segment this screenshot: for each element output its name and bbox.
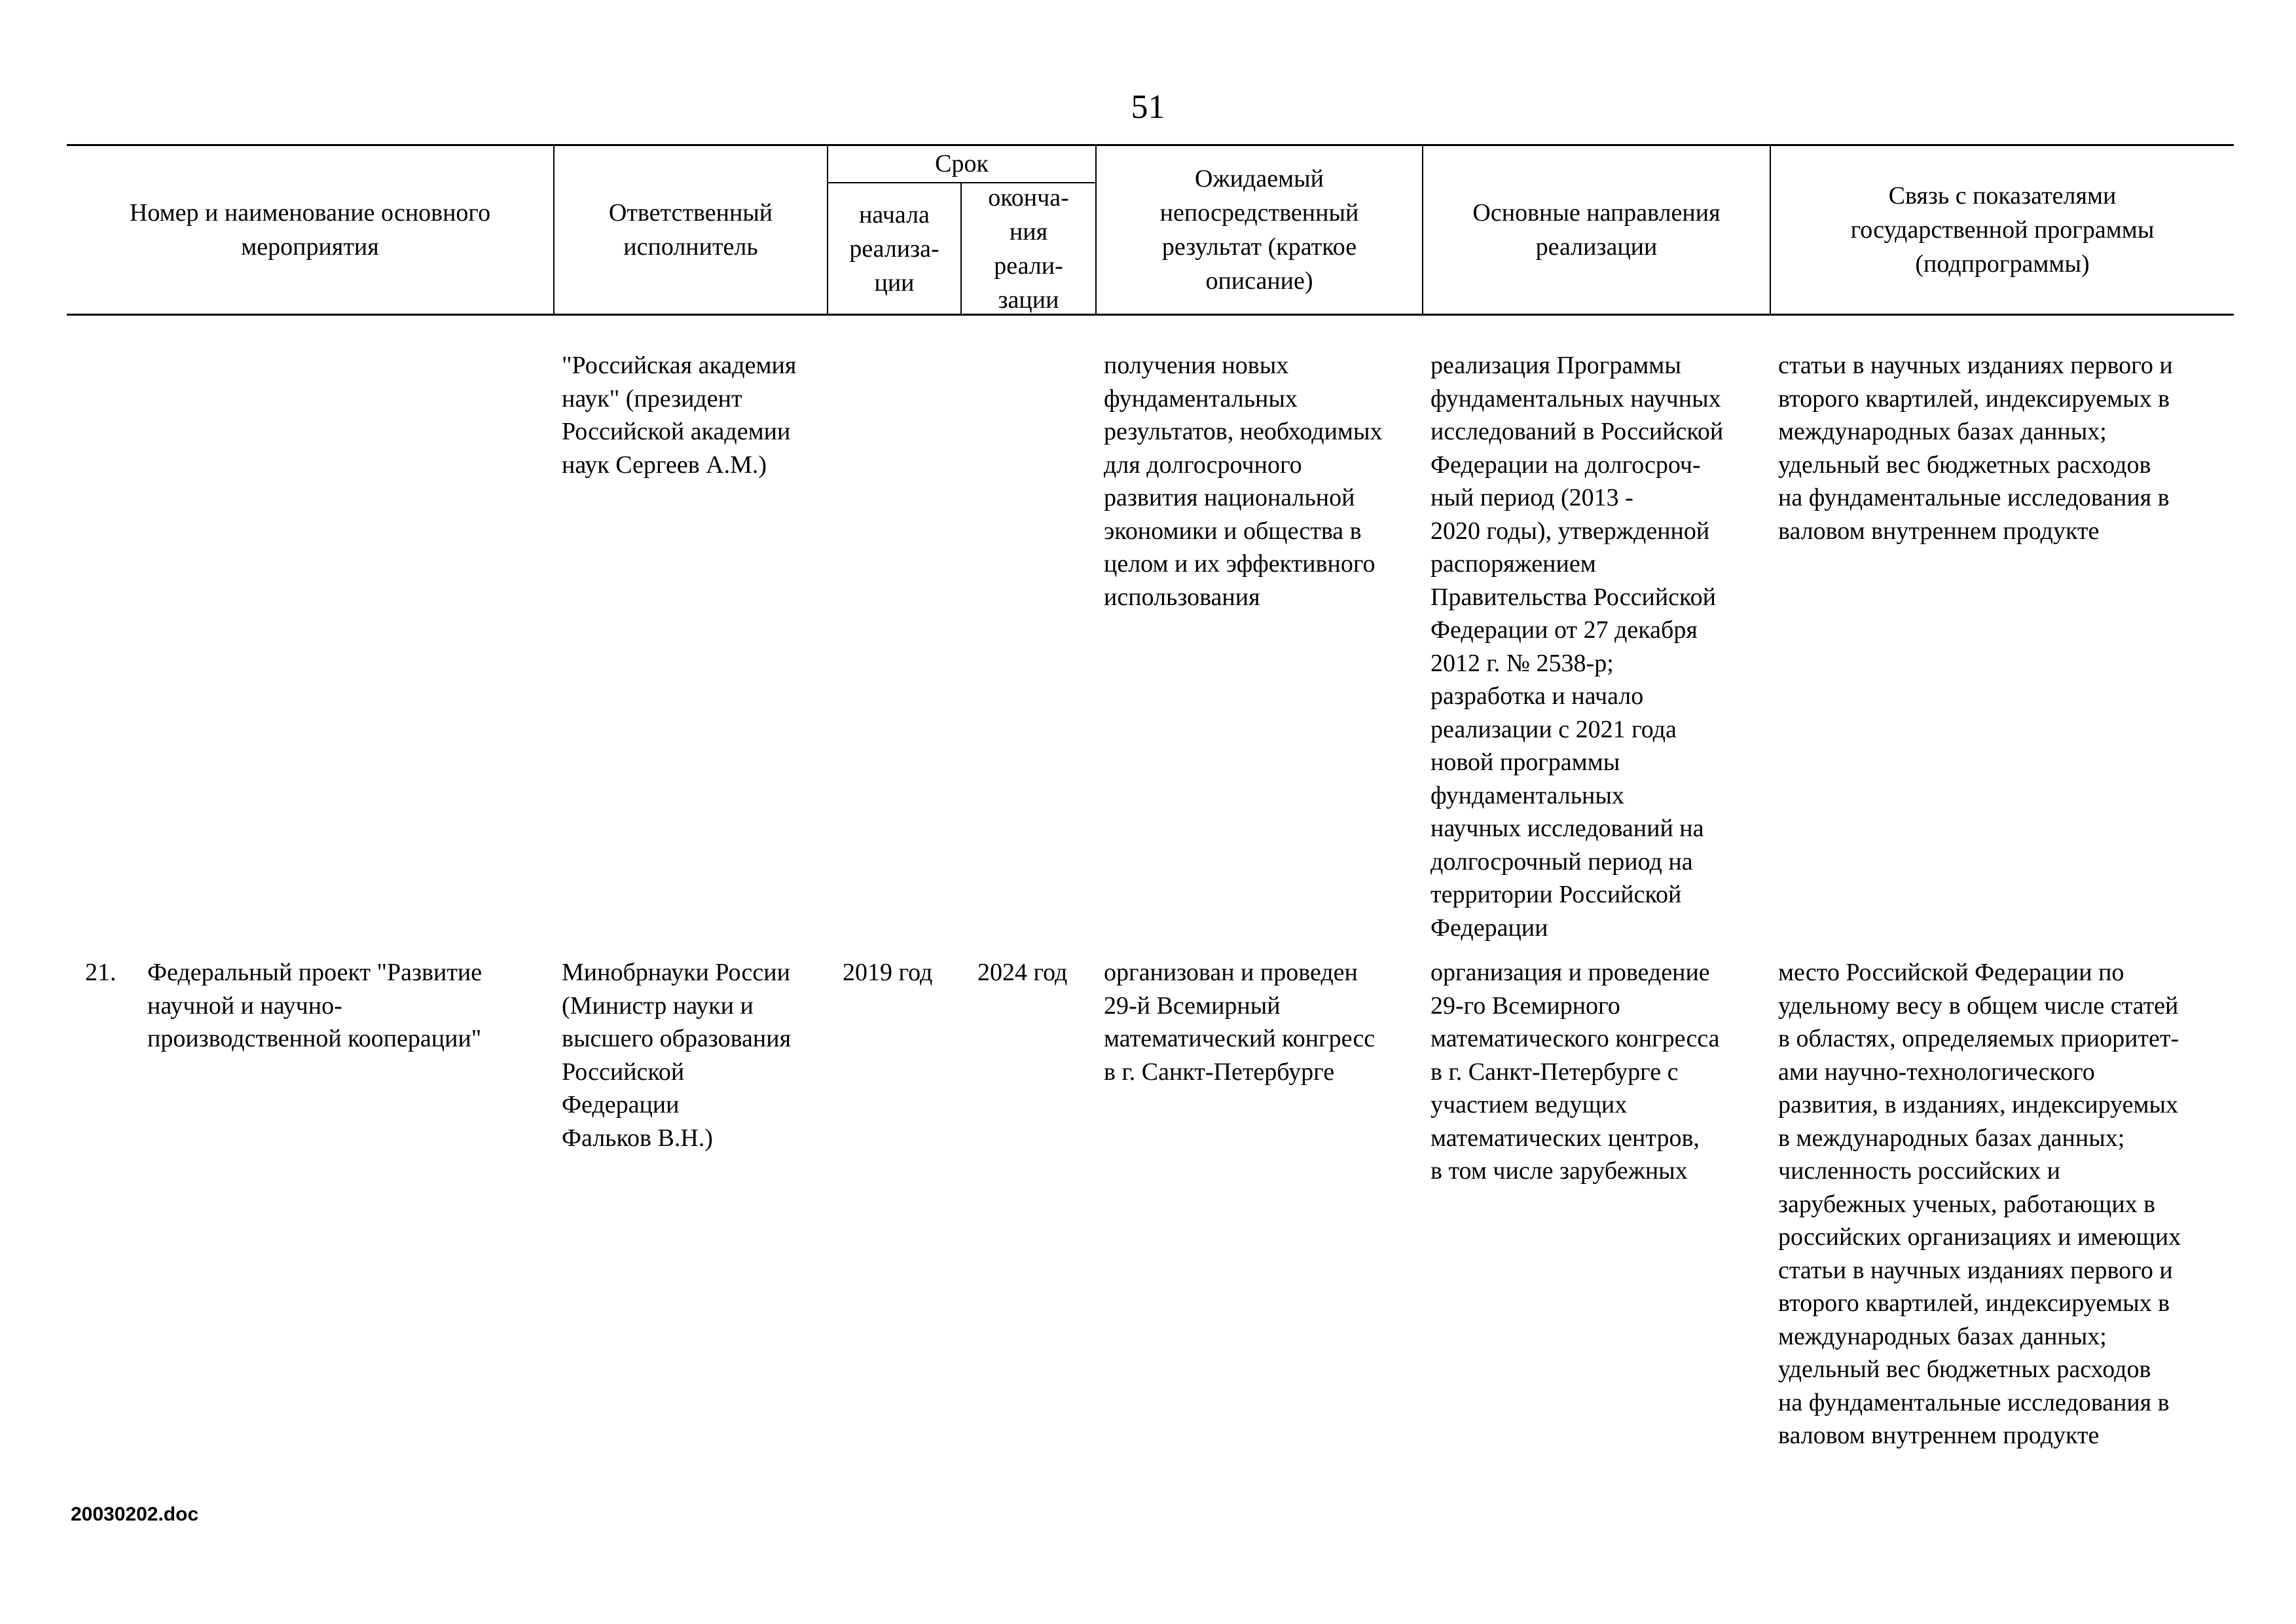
row-indicators: статьи в научных изданиях первого и второго квартилей, индексируемых в международных базах данных; удельный вес бюджетных расходов на фундаментальные исследования в валовом внутреннем продукте <box>1778 352 2173 545</box>
header-event-name: Номер и наименование основного мероприятия <box>129 198 491 261</box>
header-indicators: Связь с показателями государственной программы (подпрограммы) <box>1850 181 2155 278</box>
row-directions: организация и проведение 29-го Всемирного математического конгресса в г. Санкт-Петербурге с участием ведущих математических центров, в том числе зарубежных <box>1430 959 1720 1185</box>
header-end: оконча- ния реали- зации <box>988 184 1069 314</box>
header-bottom-rule <box>67 314 2234 316</box>
row-end: 2024 год <box>977 959 1068 986</box>
row-executor: Минобрнауки России (Министр науки и высшего образования Российской Федерации Фальков В.Н.) <box>562 959 792 1152</box>
footer-doc-name: 20030202.doc <box>71 1504 199 1525</box>
row-event-name: Федеральный проект "Развитие научной и научно- производственной кооперации" <box>147 959 483 1052</box>
row-expected-result: получения новых фундаментальных результатов, необходимых для долгосрочного развития национальной экономики и общества в целом и их эффективного использования <box>1104 352 1383 611</box>
row-indicators: место Российской Федерации по удельному весу в общем числе статей в областях, определяемых приоритет- ами научно-технологического развития, в изданиях, индексируемых в международных базах данных; численность российских и зарубежных ученых, работающих в российских организациях и имеющих статьи в научных изданиях первого и второго квартилей, индексируемых в международных базах данных; удельный вес бюджетных расходов на фундаментальные исследования в валовом внутреннем продукте <box>1778 959 2181 1449</box>
row-executor: "Российская академия наук" (президент Российской академии наук Сергеев А.М.) <box>562 352 797 479</box>
row-number: 21. <box>85 959 117 986</box>
header-start: начала реализа- ции <box>849 201 939 297</box>
header-directions: Основные направления реализации <box>1472 198 1721 261</box>
page-number: 51 <box>1131 88 1165 126</box>
row-expected-result: организован и проведен 29-й Всемирный математический конгресс в г. Санкт-Петербурге <box>1104 959 1376 1086</box>
row-start: 2019 год <box>843 959 933 986</box>
header-expected-result: Ожидаемый непосредственный результат (краткое описание) <box>1159 164 1359 295</box>
header-executor: Ответственный исполнитель <box>608 198 773 261</box>
header-srok: Срок <box>935 150 989 177</box>
row-directions: реализация Программы фундаментальных научных исследований в Российской Федерации на долгосроч- ный период (2013 - 2020 годы), утвержденной распоряжением Правительства Российской Федерации от 27 декабря 2012 г. № 2538-р; разработка и начало реализации с 2021 года новой программы фундаментальных научных исследований на долгосрочный период на территории Российской Федерации <box>1430 352 1724 942</box>
